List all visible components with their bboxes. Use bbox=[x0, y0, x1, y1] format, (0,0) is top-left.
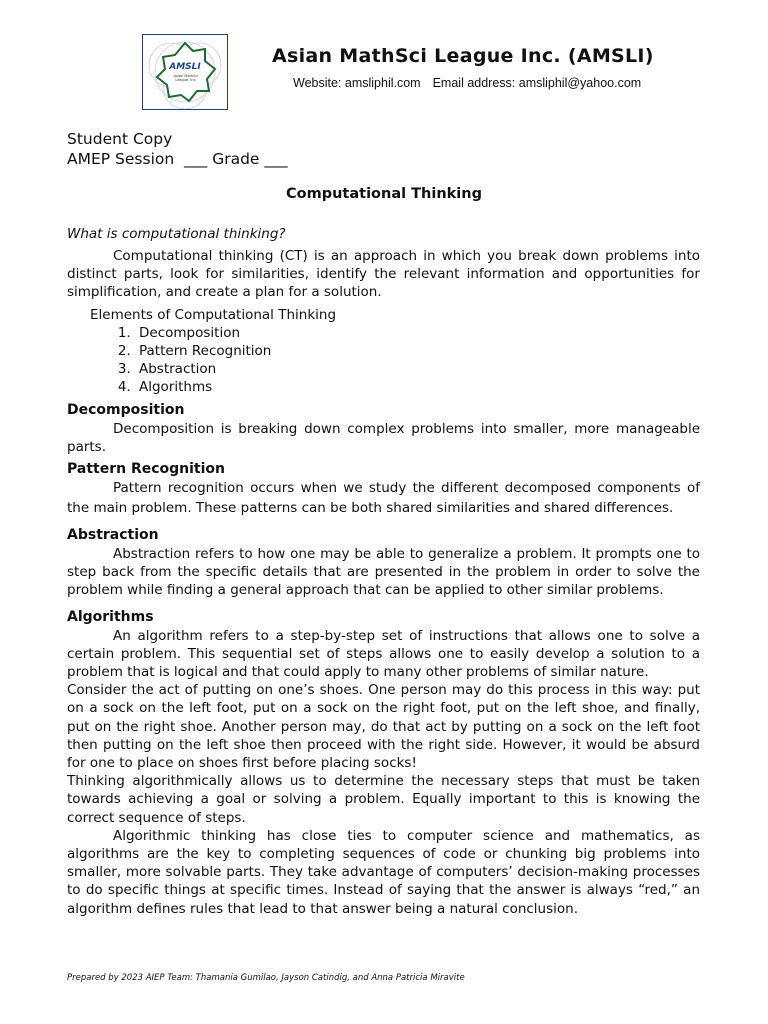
algorithms-paragraph-1: An algorithm refers to a step-by-step set of instructions that allows one to solve a certain problem. This sequential set of steps allows one to easily develop a solution to a problem that is logical and that could apply to many other problems of similar nature. bbox=[67, 627, 700, 681]
elements-heading: Elements of Computational Thinking bbox=[90, 306, 337, 323]
section-heading-pattern-recognition: Pattern Recognition bbox=[67, 461, 226, 478]
pattern-paragraph: Pattern recognition occurs when we study the different decomposed components of the main problem. These patterns can be both shared similarities and shared differences. bbox=[67, 480, 700, 516]
footer-credits: Prepared by 2023 AIEP Team: Thamania Gumilao, Jayson Catindig, and Anna Patricia Miravite bbox=[67, 973, 465, 983]
student-copy-label: Student Copy bbox=[67, 130, 173, 148]
section-heading-decomposition: Decomposition bbox=[67, 401, 185, 418]
contact-line bbox=[293, 76, 641, 90]
list-item: 4. Algorithms bbox=[135, 378, 700, 396]
intro-paragraph: Computational thinking (CT) is an approach in which you break down problems into distinct parts, look for similarities, identify the relevant information and opportunities for simplification, and create a plan for a solution. bbox=[67, 248, 700, 301]
document-meta bbox=[67, 129, 288, 169]
document-title: Computational Thinking bbox=[286, 186, 482, 202]
section-heading-abstraction: Abstraction bbox=[67, 527, 159, 544]
algorithms-paragraph-2: Consider the act of putting on one’s shoes. One person may do this process in this way: put on a sock on the left foot, put on a sock on the right foot, put on the left shoe, and finally, put on the right shoe. Another person may, do that act by putting on a sock on the left foot then putting on the left shoe then proceed with the right side. However, it would be absurd for one to place on shoes first before placing socks! bbox=[67, 682, 700, 772]
logo-text: AMSLI bbox=[169, 62, 201, 72]
list-item: 3. Abstraction bbox=[135, 360, 700, 378]
list-item: 2. Pattern Recognition bbox=[135, 342, 700, 360]
organization-name: Asian MathSci League Inc. (AMSLI) bbox=[272, 45, 654, 67]
website-text: Website: amsliphil.com bbox=[293, 76, 421, 90]
intro-question: What is computational thinking? bbox=[67, 226, 286, 242]
algorithms-paragraph-4: Algorithmic thinking has close ties to computer science and mathematics, as algorithms are the key to completing sequences of code or chunking big problems into smaller, more solvable parts. They take advantage of computers’ decision-making processes to do specific things at specific times. Instead of saying that the answer is always “red,” an algorithm defines rules that lead to that answer being a natural conclusion. bbox=[67, 827, 700, 917]
algorithms-paragraph-3: Thinking algorithmically allows us to determine the necessary steps that must be taken towards achieving a goal or solving a problem. Equally important to this is knowing the correct sequence of steps. bbox=[67, 773, 700, 826]
list-item: 1. Decomposition bbox=[135, 324, 700, 342]
document-body bbox=[67, 247, 700, 918]
email-text: Email address: amsliphil@yahoo.com bbox=[432, 76, 642, 90]
elements-list-block bbox=[67, 306, 700, 397]
decomposition-paragraph: Decomposition is breaking down complex problems into smaller, more manageable parts. bbox=[67, 420, 700, 455]
section-heading-algorithms: Algorithms bbox=[67, 608, 154, 625]
logo-emblem-icon bbox=[143, 35, 227, 109]
session-grade-line: AMEP Session ___ Grade ___ bbox=[67, 150, 288, 168]
logo-subtext: Asian MathSci League, Inc. bbox=[173, 74, 199, 82]
abstraction-paragraph: Abstraction refers to how one may be able to generalize a problem. It prompts one to step back from the specific details that are presented in the problem in order to solve the problem while finding a general approach that can be applied to other similar problems. bbox=[67, 546, 700, 599]
elements-list bbox=[90, 324, 700, 397]
amsli-logo bbox=[142, 34, 228, 110]
